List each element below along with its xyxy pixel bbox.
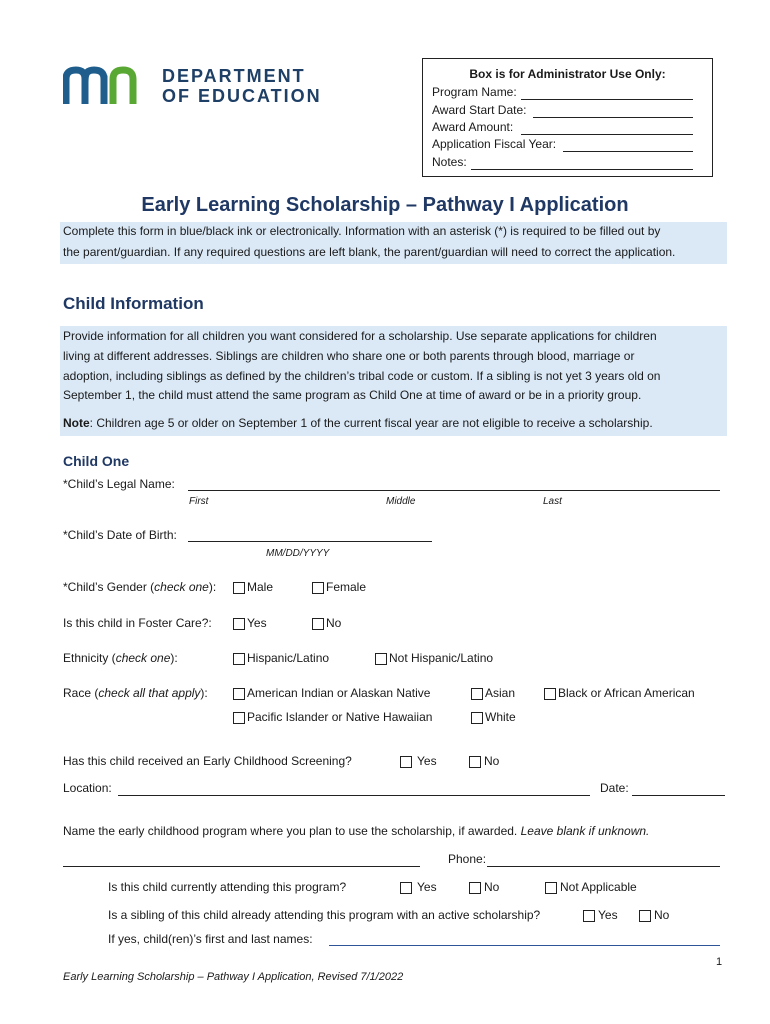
admin-box xyxy=(422,58,713,177)
attending-na-checkbox[interactable] xyxy=(545,882,557,894)
screening-no-checkbox[interactable] xyxy=(469,756,481,768)
gender-label-pre: *Child’s Gender ( xyxy=(63,580,155,594)
gender-label xyxy=(63,580,216,595)
gender-female-label: Female xyxy=(326,580,367,594)
gender-label-em: check one xyxy=(154,580,209,594)
intro-line2: the parent/guardian. If any required questions are left blank, the parent/guardian will need to correct the application. xyxy=(63,245,676,259)
location-label: Location: xyxy=(63,781,112,795)
race-label-post: ): xyxy=(200,686,208,700)
admin-program-name-label: Program Name: xyxy=(432,85,517,99)
sibling-no-label: No xyxy=(654,908,670,922)
gender-male-checkbox[interactable] xyxy=(233,582,245,594)
admin-award-amount-label: Award Amount: xyxy=(432,120,514,134)
child-info-para-4: September 1, the child must attend the same program as Child One at time of award or be in a priority group. xyxy=(63,388,642,402)
mn-logo-icon xyxy=(63,66,147,104)
admin-box-title: Box is for Administrator Use Only: xyxy=(469,67,666,81)
admin-award-start-line[interactable] xyxy=(533,117,693,118)
screening-no-label: No xyxy=(484,754,500,768)
race-label-em: check all that apply xyxy=(98,686,201,700)
ethnicity-label-pre: Ethnicity ( xyxy=(63,651,116,665)
race-white-label: White xyxy=(485,710,516,724)
foster-no-label: No xyxy=(326,616,342,630)
gender-label-post: ): xyxy=(208,580,217,594)
race-label-pre: Race ( xyxy=(63,686,99,700)
ethnicity-label-em: check one xyxy=(115,651,171,665)
date-line[interactable] xyxy=(632,795,725,796)
sibling-yes-checkbox[interactable] xyxy=(583,910,595,922)
program-label-em: Leave blank if unknown. xyxy=(520,824,650,838)
child-info-heading: Child Information xyxy=(63,294,204,313)
child-info-para-1: Provide information for all children you want considered for a scholarship. Use separate applications for children xyxy=(63,329,657,343)
race-white-checkbox[interactable] xyxy=(471,712,483,724)
dob-format: MM/DD/YYYY xyxy=(266,548,330,559)
legal-name-middle: Middle xyxy=(386,496,416,507)
dept-name-line1: DEPARTMENT xyxy=(162,66,306,86)
race-pacific-islander-checkbox[interactable] xyxy=(233,712,245,724)
admin-fiscal-year-line[interactable] xyxy=(563,151,693,152)
legal-name-line[interactable] xyxy=(188,490,720,491)
race-american-indian-label: American Indian or Alaskan Native xyxy=(247,686,431,700)
admin-notes-line[interactable] xyxy=(471,169,693,170)
footer-text: Early Learning Scholarship – Pathway I Application, Revised 7/1/2022 xyxy=(63,971,404,983)
legal-name-last: Last xyxy=(543,496,562,507)
child-one-heading: Child One xyxy=(63,453,130,469)
legal-name-label: *Child’s Legal Name: xyxy=(63,477,175,491)
foster-no-checkbox[interactable] xyxy=(312,618,324,630)
race-asian-label: Asian xyxy=(485,686,516,700)
attending-no-label: No xyxy=(484,880,500,894)
date-label: Date: xyxy=(600,781,629,795)
ethnicity-label xyxy=(63,651,178,666)
dob-label: *Child’s Date of Birth: xyxy=(63,528,177,542)
sibling-names-label: If yes, child(ren)’s first and last names: xyxy=(108,932,313,946)
admin-program-name-line[interactable] xyxy=(521,99,693,100)
sibling-label: Is a sibling of this child already attending this program with an active scholarship? xyxy=(108,908,541,922)
child-info-para-3: adoption, including siblings as defined by the children’s tribal code or custom. If a sibling is not yet 3 years old on xyxy=(63,369,661,383)
race-label xyxy=(63,686,208,701)
phone-line[interactable] xyxy=(487,866,720,867)
page-title: Early Learning Scholarship – Pathway I Application xyxy=(141,194,629,216)
location-line[interactable] xyxy=(118,795,590,796)
ethnicity-label-post: ): xyxy=(170,651,178,665)
note-label: Note xyxy=(63,416,90,430)
foster-yes-label: Yes xyxy=(247,616,267,630)
attending-label: Is this child currently attending this program? xyxy=(108,880,347,894)
program-label xyxy=(63,824,649,839)
dob-line[interactable] xyxy=(188,541,432,542)
sibling-no-checkbox[interactable] xyxy=(639,910,651,922)
child-info-note xyxy=(63,416,653,431)
race-american-indian-checkbox[interactable] xyxy=(233,688,245,700)
page-number: 1 xyxy=(716,956,723,968)
admin-notes-label: Notes: xyxy=(432,155,467,169)
ethnicity-hispanic-checkbox[interactable] xyxy=(233,653,245,665)
attending-na-label: Not Applicable xyxy=(560,880,637,894)
attending-yes-checkbox[interactable] xyxy=(400,882,412,894)
dept-name-line2: OF EDUCATION xyxy=(162,86,322,106)
admin-award-start-label: Award Start Date: xyxy=(432,103,527,117)
foster-yes-checkbox[interactable] xyxy=(233,618,245,630)
sibling-yes-label: Yes xyxy=(598,908,618,922)
note-text: : Children age 5 or older on September 1 of the current fiscal year are not eligible to receive a scholarship. xyxy=(89,416,653,430)
attending-yes-label: Yes xyxy=(417,880,437,894)
admin-fiscal-year-label: Application Fiscal Year: xyxy=(432,137,557,151)
screening-label: Has this child received an Early Childhood Screening? xyxy=(63,754,352,768)
gender-female-checkbox[interactable] xyxy=(312,582,324,594)
gender-male-label: Male xyxy=(247,580,274,594)
race-black-checkbox[interactable] xyxy=(544,688,556,700)
ethnicity-not-hispanic-label: Not Hispanic/Latino xyxy=(389,651,494,665)
admin-award-amount-line[interactable] xyxy=(521,134,693,135)
child-info-para-2: living at different addresses. Siblings are children who share one or both parents through blood, marriage or xyxy=(63,349,635,363)
race-black-label: Black or African American xyxy=(558,686,695,700)
attending-no-checkbox[interactable] xyxy=(469,882,481,894)
ethnicity-not-hispanic-checkbox[interactable] xyxy=(375,653,387,665)
screening-yes-label: Yes xyxy=(417,754,437,768)
race-asian-checkbox[interactable] xyxy=(471,688,483,700)
sibling-names-line[interactable] xyxy=(329,945,720,946)
race-pacific-islander-label: Pacific Islander or Native Hawaiian xyxy=(247,710,433,724)
program-label-text: Name the early childhood program where you plan to use the scholarship, if awarded. xyxy=(63,824,518,838)
legal-name-first: First xyxy=(189,496,209,507)
intro-line1: Complete this form in blue/black ink or electronically. Information with an asterisk (*) is required to be filled out by xyxy=(63,224,661,238)
foster-label: Is this child in Foster Care?: xyxy=(63,616,212,630)
ethnicity-hispanic-label: Hispanic/Latino xyxy=(247,651,330,665)
phone-label: Phone: xyxy=(448,852,487,866)
mde-logo xyxy=(63,66,147,109)
program-name-line[interactable] xyxy=(63,866,420,867)
screening-yes-checkbox[interactable] xyxy=(400,756,412,768)
